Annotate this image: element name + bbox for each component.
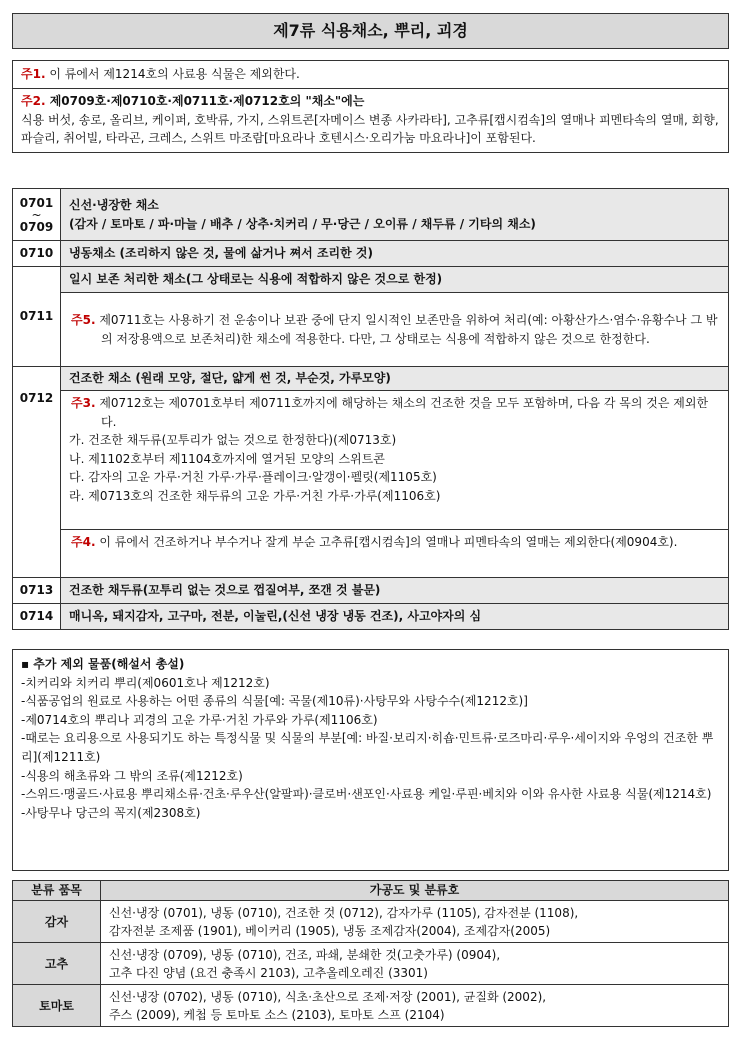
exclusion-item: -사탕무나 당근의 꼭지(제2308호) <box>21 805 201 820</box>
heading-code-0711: 0711 <box>13 267 61 367</box>
heading-0712-notes <box>61 391 729 578</box>
heading-code-0701: 0701 ~ 0709 <box>13 189 61 241</box>
chapter-notes <box>12 60 729 153</box>
note-5 <box>61 293 729 367</box>
heading-title-0713: 건조한 채두류(꼬투리 없는 것으로 껍질여부, 쪼갠 것 불문) <box>61 578 729 604</box>
note-2-label: 주2. <box>21 94 46 108</box>
exclusion-item: -식용의 해초류와 그 밖의 조류(제1212호) <box>21 768 243 783</box>
exclusion-item: -식품공업의 원료로 사용하는 어떤 종류의 식물[예: 곡물(제10류)·사탕무와 사탕수수(제1212호)] <box>21 694 528 709</box>
heading-row-0701 <box>13 189 729 241</box>
header-item: 분류 품목 <box>13 881 101 901</box>
note-3-item: 가. 건조한 채두류(꼬투리가 없는 것으로 한정한다)(제0713호) <box>69 433 397 448</box>
classification-header-row <box>13 881 729 901</box>
heading-code-0710: 0710 <box>13 241 61 267</box>
heading-row-0712 <box>13 367 729 391</box>
note-2-text: 식용 버섯, 송로, 올리브, 케이퍼, 호박류, 가지, 스위트콘[자메이스 변종 사카라타], 고추류[캡시컴속]의 열매나 피멘타속의 열매, 회향, 파슬리, 취어빌, 타라곤, 크레스, 스위트 마조람[마요라나 호텐시스·오리가눔 마요라나]이 포함된다. <box>21 112 719 146</box>
heading-code-0713: 0713 <box>13 578 61 604</box>
classification-entries: 신선·냉장 (0702), 냉동 (0710), 식초·초산으로 조제·저장 (2001), 균질화 (2002), 주스 (2009), 케첩 등 토마토 소스 (2103), 토마토 스프 (2104) <box>101 985 729 1027</box>
note-1 <box>13 61 728 89</box>
exclusion-item: -제0714호의 뿌리나 괴경의 고운 가루·거친 가루와 가루(제1106호) <box>21 712 378 727</box>
heading-title-0712: 건조한 채소 (원래 모양, 절단, 얇게 썬 것, 부순것, 가루모양) <box>61 367 729 391</box>
classification-entries: 신선·냉장 (0709), 냉동 (0710), 건조, 파쇄, 분쇄한 것(고춧가루) (0904), 고추 다진 양념 (요건 충족시 2103), 고추올레오레진 (3301) <box>101 943 729 985</box>
note-5-text: 제0711호는 사용하기 전 운송이나 보관 중에 단지 일시적인 보존만을 위하여 처리(예: 아황산가스·염수·유황수나 그 밖의 저장용액으로 보존처리)한 채소에 적용한다. 다만, 그 상태로는 식용에 적합하지 않은 것으로 한정한다. <box>95 312 718 346</box>
additional-exclusions <box>12 649 729 871</box>
heading-code-0714: 0714 <box>13 604 61 630</box>
note-3-text: 제0712호는 제0701호부터 제0711호까지에 해당하는 채소의 건조한 것을 모두 포함하며, 다음 각 목의 것은 제외한다. <box>95 396 709 429</box>
heading-row-0710 <box>13 241 729 267</box>
heading-title-0711: 일시 보존 처리한 채소(그 상태로는 식용에 적합하지 않은 것으로 한정) <box>61 267 729 293</box>
classification-table <box>12 880 729 1027</box>
classification-row-potato <box>13 901 729 943</box>
note-2-head: 제0709호·제0710호·제0711호·제0712호의 "채소"에는 <box>45 94 365 108</box>
note-3-item: 다. 감자의 고운 가루·거친 가루·가루·플레이크·알갱이·펠릿(제1105호) <box>69 470 437 485</box>
note-3-item: 나. 제1102호부터 제1104호까지에 열거된 모양의 스위트콘 <box>69 451 385 466</box>
heading-title-0701: 신선·냉장한 채소 (감자 / 토마토 / 파·마늘 / 배추 / 상추·치커리 / 무·당근 / 오이류 / 채두류 / 기타의 채소) <box>61 189 729 241</box>
note-3 <box>61 391 728 529</box>
page-title: 제7류 식용채소, 뿌리, 괴경 <box>12 13 729 49</box>
classification-row-tomato <box>13 985 729 1027</box>
heading-code-0712: 0712 <box>13 367 61 578</box>
note-1-label: 주1. <box>21 67 46 81</box>
classification-item: 토마토 <box>13 985 101 1027</box>
note-4-label: 주4. <box>71 535 96 549</box>
heading-title-0710: 냉동채소 (조리하지 않은 것, 물에 삶거나 쪄서 조리한 것) <box>61 241 729 267</box>
heading-row-0713 <box>13 578 729 604</box>
heading-title-0714: 매니옥, 돼지감자, 고구마, 전분, 이눌린,(신선 냉장 냉동 건조), 사고야자의 심 <box>61 604 729 630</box>
note-5-label: 주5. <box>71 312 96 327</box>
heading-table <box>12 188 729 630</box>
heading-row-0711 <box>13 267 729 293</box>
classification-item: 감자 <box>13 901 101 943</box>
heading-row-0714 <box>13 604 729 630</box>
classification-row-pepper <box>13 943 729 985</box>
header-detail: 가공도 및 분류호 <box>101 881 729 901</box>
note-4-text: 이 류에서 건조하거나 부수거나 잘게 부순 고추류[캡시컴속]의 열매나 피멘타속의 열매는 제외한다(제0904호). <box>95 535 678 549</box>
exclusion-item: -때로는 요리용으로 사용되기도 하는 특정식물 및 식물의 부분[예: 바질·보리지·히숍·민트류·로즈마리·루우·세이지와 우엉의 건조한 뿌리](제1211호) <box>21 731 714 764</box>
exclusion-item: -스위드·맹골드·사료용 뿌리채소류·건초·루우산(알팔파)·클로버·샌포인·사료용 케일·루핀·베치와 이와 유사한 사료용 식물(제1214호) <box>21 787 712 802</box>
additional-exclusions-heading: ▪ 추가 제외 물품(해설서 총설) <box>21 657 185 671</box>
note-1-text: 이 류에서 제1214호의 사료용 식물은 제외한다. <box>45 67 300 81</box>
classification-item: 고추 <box>13 943 101 985</box>
note-3-label: 주3. <box>71 396 96 410</box>
classification-entries: 신선·냉장 (0701), 냉동 (0710), 건조한 것 (0712), 감자가루 (1105), 감자전분 (1108), 감자전분 조제품 (1901), 베이커리 (1905), 냉동 조제감자(2004), 조제감자(2005) <box>101 901 729 943</box>
exclusion-item: -치커리와 치커리 뿌리(제0601호나 제1212호) <box>21 675 270 690</box>
note-3-item: 라. 제0713호의 건조한 채두류의 고운 가루·거친 가루·가루(제1106호) <box>69 488 441 503</box>
note-2 <box>13 89 728 152</box>
note-4 <box>61 529 728 577</box>
